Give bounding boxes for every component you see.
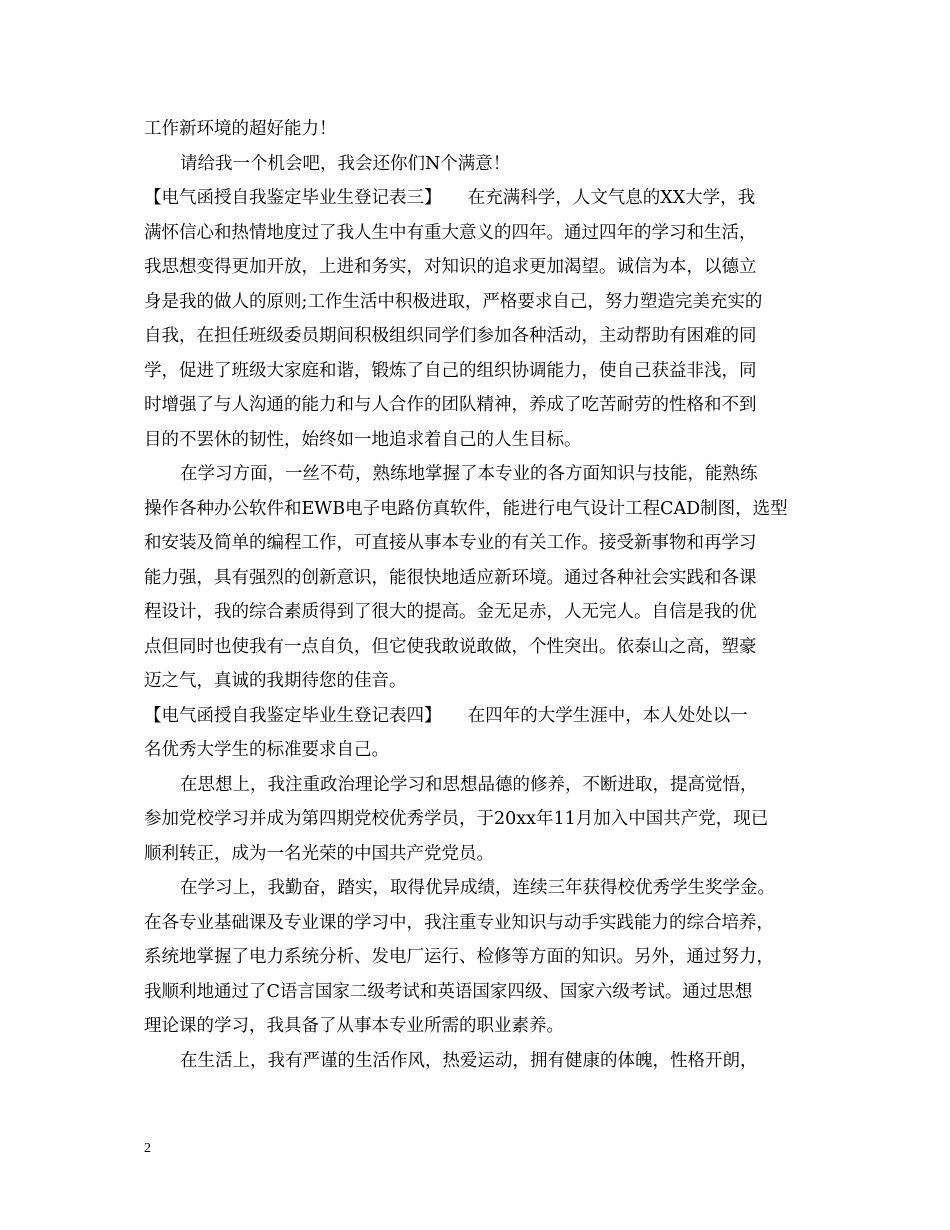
text-line: 名优秀大学生的标准要求自己。 [144,740,389,760]
text-line: 点但同时也使我有一点自负，但它使我敢说敢做，个性突出。依泰山之高，塑豪 [144,637,757,657]
text-line: 理论课的学习，我具备了从事本专业所需的职业素养。 [144,1016,564,1036]
text-line: 参加党校学习并成为第四期党校优秀学员，于20xx年11月加入中国共产党，现已 [144,809,769,829]
text-line: 操作各种办公软件和EWB电子电路仿真软件，能进行电气设计工程CAD制图，选型 [144,499,788,519]
text-line: 和安装及简单的编程工作，可直接从事本专业的有关工作。接受新事物和再学习 [144,533,757,553]
text-line: 在思想上，我注重政治理论学习和思想品德的修养，不断进取，提高觉悟， [180,775,758,795]
text-line: 学，促进了班级大家庭和谐，锻炼了自己的组织协调能力，使自己获益非浅，同 [144,361,757,381]
text-line: 程设计，我的综合素质得到了很大的提高。金无足赤，人无完人。自信是我的优 [144,602,757,622]
text-line: 顺利转正，成为一名光荣的中国共产党党员。 [144,844,494,864]
text-line: 我顺利地通过了C语言国家二级考试和英语国家四级、国家六级考试。通过思想 [144,982,753,1002]
text-line: 能力强，具有强烈的创新意识，能很快地适应新环境。通过各种社会实践和各课 [144,568,757,588]
text-line: 在学习方面，一丝不苟，熟练地掌握了本专业的各方面知识与技能，能熟练 [180,464,758,484]
text-line: 工作新环境的超好能力！ [144,119,337,139]
text-line: 我思想变得更加开放，上进和务实，对知识的追求更加渴望。诚信为本，以德立 [144,257,757,277]
text-line: 身是我的做人的原则;工作生活中积极进取，严格要求自己，努力塑造完美充实的 [144,292,763,312]
text-line: 在学习上，我勤奋，踏实，取得优异成绩，连续三年获得校优秀学生奖学金。 [180,878,775,898]
text-line: 目的不罢休的韧性，始终如一地追求着自己的人生目标。 [144,430,582,450]
text-line: 满怀信心和热情地度过了我人生中有重大意义的四年。通过四年的学习和生活， [144,223,757,243]
section-heading-line: 【电气函授自我鉴定毕业生登记表四】 在四年的大学生涯中，本人处处以一 [144,706,748,726]
page-number: 2 [144,1141,151,1156]
text-line: 在生活上，我有严谨的生活作风，热爱运动，拥有健康的体魄，性格开朗， [180,1051,758,1071]
text-line: 请给我一个机会吧，我会还你们N个满意！ [180,154,511,174]
text-line: 系统地掌握了电力系统分析、发电厂运行、检修等方面的知识。另外，通过努力， [144,947,774,967]
text-line: 自我，在担任班级委员期间积极组织同学们参加各种活动，主动帮助有困难的同 [144,326,757,346]
text-line: 时增强了与人沟通的能力和与人合作的团队精神，养成了吃苦耐劳的性格和不到 [144,395,757,415]
text-line: 迈之气，真诚的我期待您的佳音。 [144,671,407,691]
section-heading-line: 【电气函授自我鉴定毕业生登记表三】 在充满科学，人文气息的XX大学，我 [144,188,756,208]
text-line: 在各专业基础课及专业课的学习中，我注重专业知识与动手实践能力的综合培养， [144,913,774,933]
